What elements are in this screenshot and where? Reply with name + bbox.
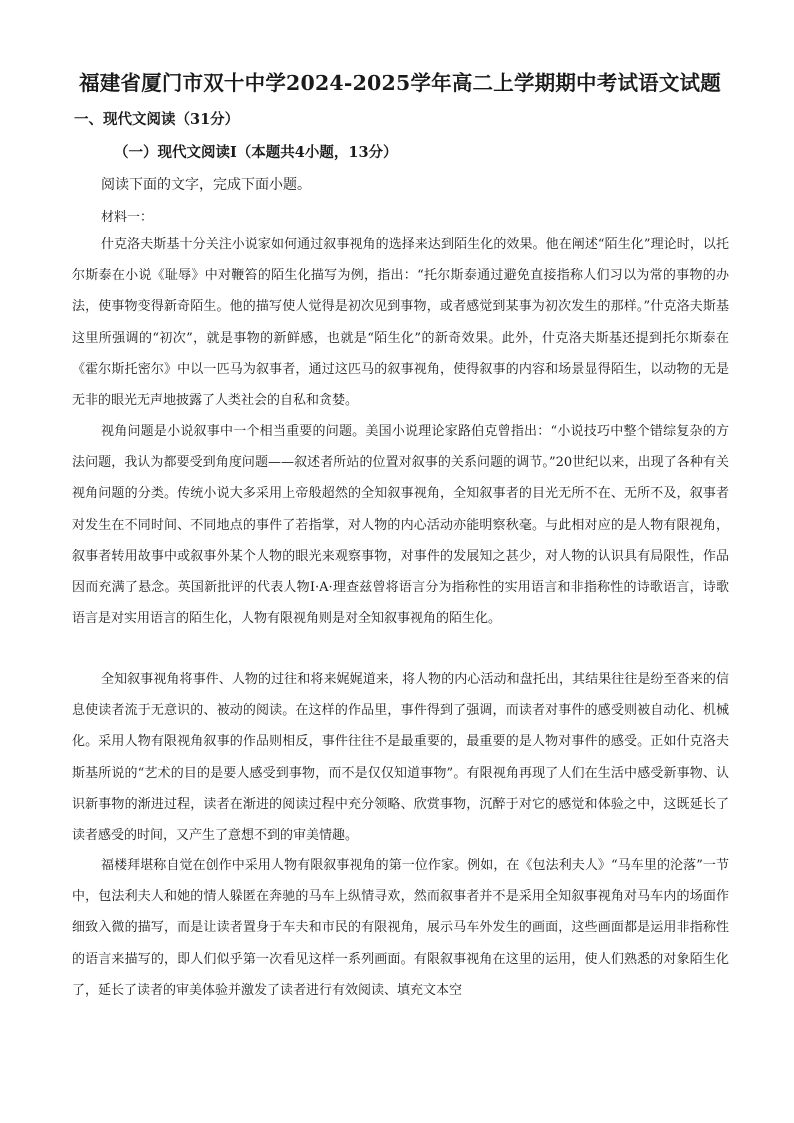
section-heading: 一、现代文阅读（31分）: [74, 111, 240, 128]
subsection-heading: （一）现代文阅读Ⅰ（本题共4小题，13分）: [114, 144, 398, 161]
paragraph: 视角问题是小说叙事中一个相当重要的问题。美国小说理论家路伯克曾指出：“小说技巧中整个错综复杂的方法问题，我认为都要受到角度问题——叙述者所站的位置对叙事的关系问题的调节。”20世纪以来，出现了各种有关视角问题的分类。传统小说大多采用上帝般超然的全知叙事视角，全知叙事者的目光无所不在、无所不及，叙事者对发生在不同时间、不同地点的事件了若指掌，对人物的内心活动亦能明察秋毫。与此相对应的是人物有限视角，叙事者转用故事中或叙事外某个人物的眼光来观察事物，对事件的发展知之甚少，对人物的认识具有局限性，作品因而充满了悬念。英国新批评的代表人物I·A·理查兹曾将语言分为指称性的实用语言和非指称性的诗歌语言，诗歌语言是对实用语言的陌生化，人物有限视角则是对全知叙事视角的陌生化。: [72, 424, 729, 627]
document-title: 福建省厦门市双十中学2024-2025学年高二上学期期中考试语文试题: [79, 71, 721, 95]
paragraph: 什克洛夫斯基十分关注小说家如何通过叙事视角的选择来达到陌生化的效果。他在阐述“陌生化”理论时，以托尔斯泰在小说《耻辱》中对鞭笞的陌生化描写为例，指出：“托尔斯泰通过避免直接指称人们习以为常的事物的办法，使事物变得新奇陌生。他的描写使人觉得是初次见到事物，或者感觉到某事为初次发生的那样。”什克洛夫斯基这里所强调的“初次”，就是事物的新鲜感，也就是“陌生化”的新奇效果。此外，什克洛夫斯基还提到托尔斯泰在《霍尔斯托密尔》中以一匹马为叙事者，通过这匹马的叙事视角，使得叙事的内容和场景显得陌生，以动物的无是无非的眼光无声地披露了人类社会的自私和贪婪。: [72, 237, 729, 409]
paragraph: 全知叙事视角将事件、人物的过往和将来娓娓道来，将人物的内心活动和盘托出，其结果往往是纷至沓来的信息使读者流于无意识的、被动的阅读。在这样的作品里，事件得到了强调，而读者对事件的感受则被自动化、机械化。采用人物有限视角叙事的作品则相反，事件往往不是最重要的，最重要的是人物对事件的感受。正如什克洛夫斯基所说的“艺术的目的是要人感受到事物，而不是仅仅知道事物”。有限视角再现了人们在生活中感受新事物、认识新事物的渐进过程，读者在渐进的阅读过程中充分领略、欣赏事物，沉醉于对它的感觉和体验之中，这既延长了读者感受的时间，又产生了意想不到的审美情趣。: [72, 672, 729, 844]
material-label: 材料一：: [101, 210, 154, 225]
reading-instruction: 阅读下面的文字，完成下面小题。: [101, 177, 311, 193]
paragraph: 福楼拜堪称自觉在创作中采用人物有限叙事视角的第一位作家。例如，在《包法利夫人》“马车里的沦落”一节中，包法利夫人和她的情人躲匿在奔驰的马车上纵情寻欢，然而叙事者并不是采用全知叙事视角对马车内的场面作细致入微的描写，而是让读者置身于车夫和市民的有限视角，展示马车外发生的画面，这些画面都是运用非指称性的语言来描写的，即人们似乎第一次看见这样一系列画面。有限叙事视角在这里的运用，使人们熟悉的对象陌生化了，延长了读者的审美体验并激发了读者进行有效阅读、填充文本空: [72, 858, 729, 998]
